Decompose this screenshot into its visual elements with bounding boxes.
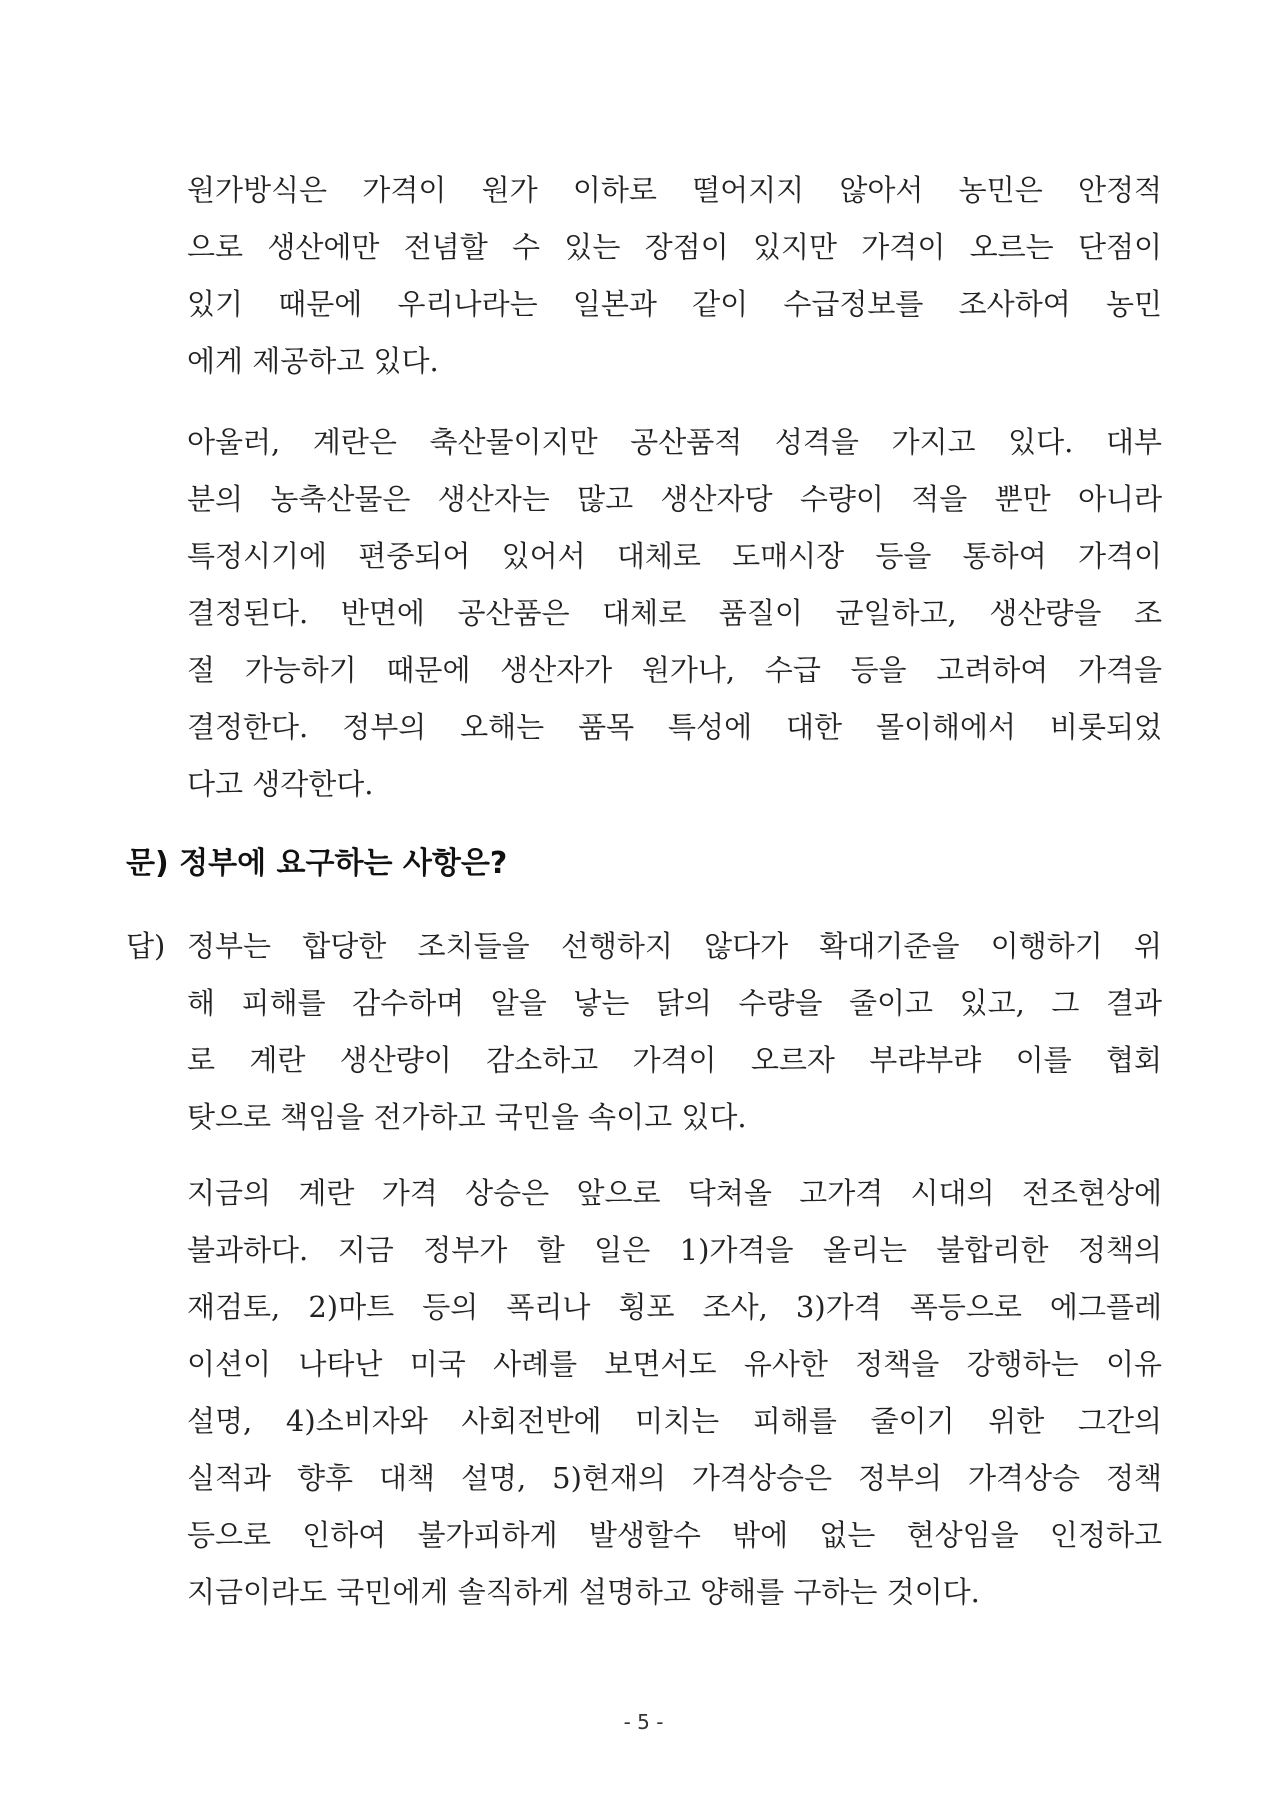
text-line: 설명, 4)소비자와 사회전반에 미치는 피해를 줄이기 위한 그간의: [187, 1404, 1162, 1438]
answer-label: 답): [126, 929, 166, 963]
page-number: - 5 -: [623, 1710, 664, 1734]
text-line: 결정된다. 반면에 공산품은 대체로 품질이 균일하고, 생산량을 조: [187, 596, 1162, 630]
text-line: 아울러, 계란은 축산물이지만 공산품적 성격을 가지고 있다. 대부: [187, 425, 1162, 459]
text-line: 지금이라도 국민에게 솔직하게 설명하고 양해를 구하는 것이다.: [187, 1575, 980, 1609]
text-line: 지금의 계란 가격 상승은 앞으로 닥쳐올 고가격 시대의 전조현상에: [187, 1176, 1162, 1210]
text-line: 으로 생산에만 전념할 수 있는 장점이 있지만 가격이 오르는 단점이: [187, 230, 1162, 264]
text-line: 있기 때문에 우리나라는 일본과 같이 수급정보를 조사하여 농민: [187, 287, 1162, 321]
text-line: 불과하다. 지금 정부가 할 일은 1)가격을 올리는 불합리한 정책의: [187, 1233, 1162, 1267]
text-line: 이션이 나타난 미국 사례를 보면서도 유사한 정책을 강행하는 이유: [187, 1347, 1162, 1381]
text-line: 에게 제공하고 있다.: [187, 344, 439, 378]
paragraph-requests: [187, 1165, 1162, 1621]
paragraph-answer-government: [187, 918, 1162, 1146]
text-line: 탓으로 책임을 전가하고 국민을 속이고 있다.: [187, 1100, 747, 1134]
text-line: 정부는 합당한 조치들을 선행하지 않다가 확대기준을 이행하기 위: [187, 929, 1162, 963]
text-line: 재검토, 2)마트 등의 폭리나 횡포 조사, 3)가격 폭등으로 에그플레: [187, 1290, 1162, 1324]
text-line: 원가방식은 가격이 원가 이하로 떨어지지 않아서 농민은 안정적: [187, 173, 1162, 207]
text-line: 로 계란 생산량이 감소하고 가격이 오르자 부랴부랴 이를 협회: [187, 1043, 1162, 1077]
text-line: 특정시기에 편중되어 있어서 대체로 도매시장 등을 통하여 가격이: [187, 539, 1162, 573]
question-heading: 문) 정부에 요구하는 사항은?: [126, 846, 508, 881]
text-line: 절 가능하기 때문에 생산자가 원가나, 수급 등을 고려하여 가격을: [187, 653, 1162, 687]
paragraph-cost-method: [187, 162, 1162, 390]
text-line: 실적과 향후 대책 설명, 5)현재의 가격상승은 정부의 가격상승 정책: [187, 1461, 1162, 1495]
text-line: 결정한다. 정부의 오해는 품목 특성에 대한 몰이해에서 비롯되었: [187, 710, 1162, 744]
paragraph-egg-industrial-nature: [187, 414, 1162, 813]
text-line: 다고 생각한다.: [187, 767, 374, 801]
text-line: 등으로 인하여 불가피하게 발생할수 밖에 없는 현상임을 인정하고: [187, 1518, 1162, 1552]
text-line: 분의 농축산물은 생산자는 많고 생산자당 수량이 적을 뿐만 아니라: [187, 482, 1162, 516]
text-line: 해 피해를 감수하며 알을 낳는 닭의 수량을 줄이고 있고, 그 결과: [187, 986, 1162, 1020]
